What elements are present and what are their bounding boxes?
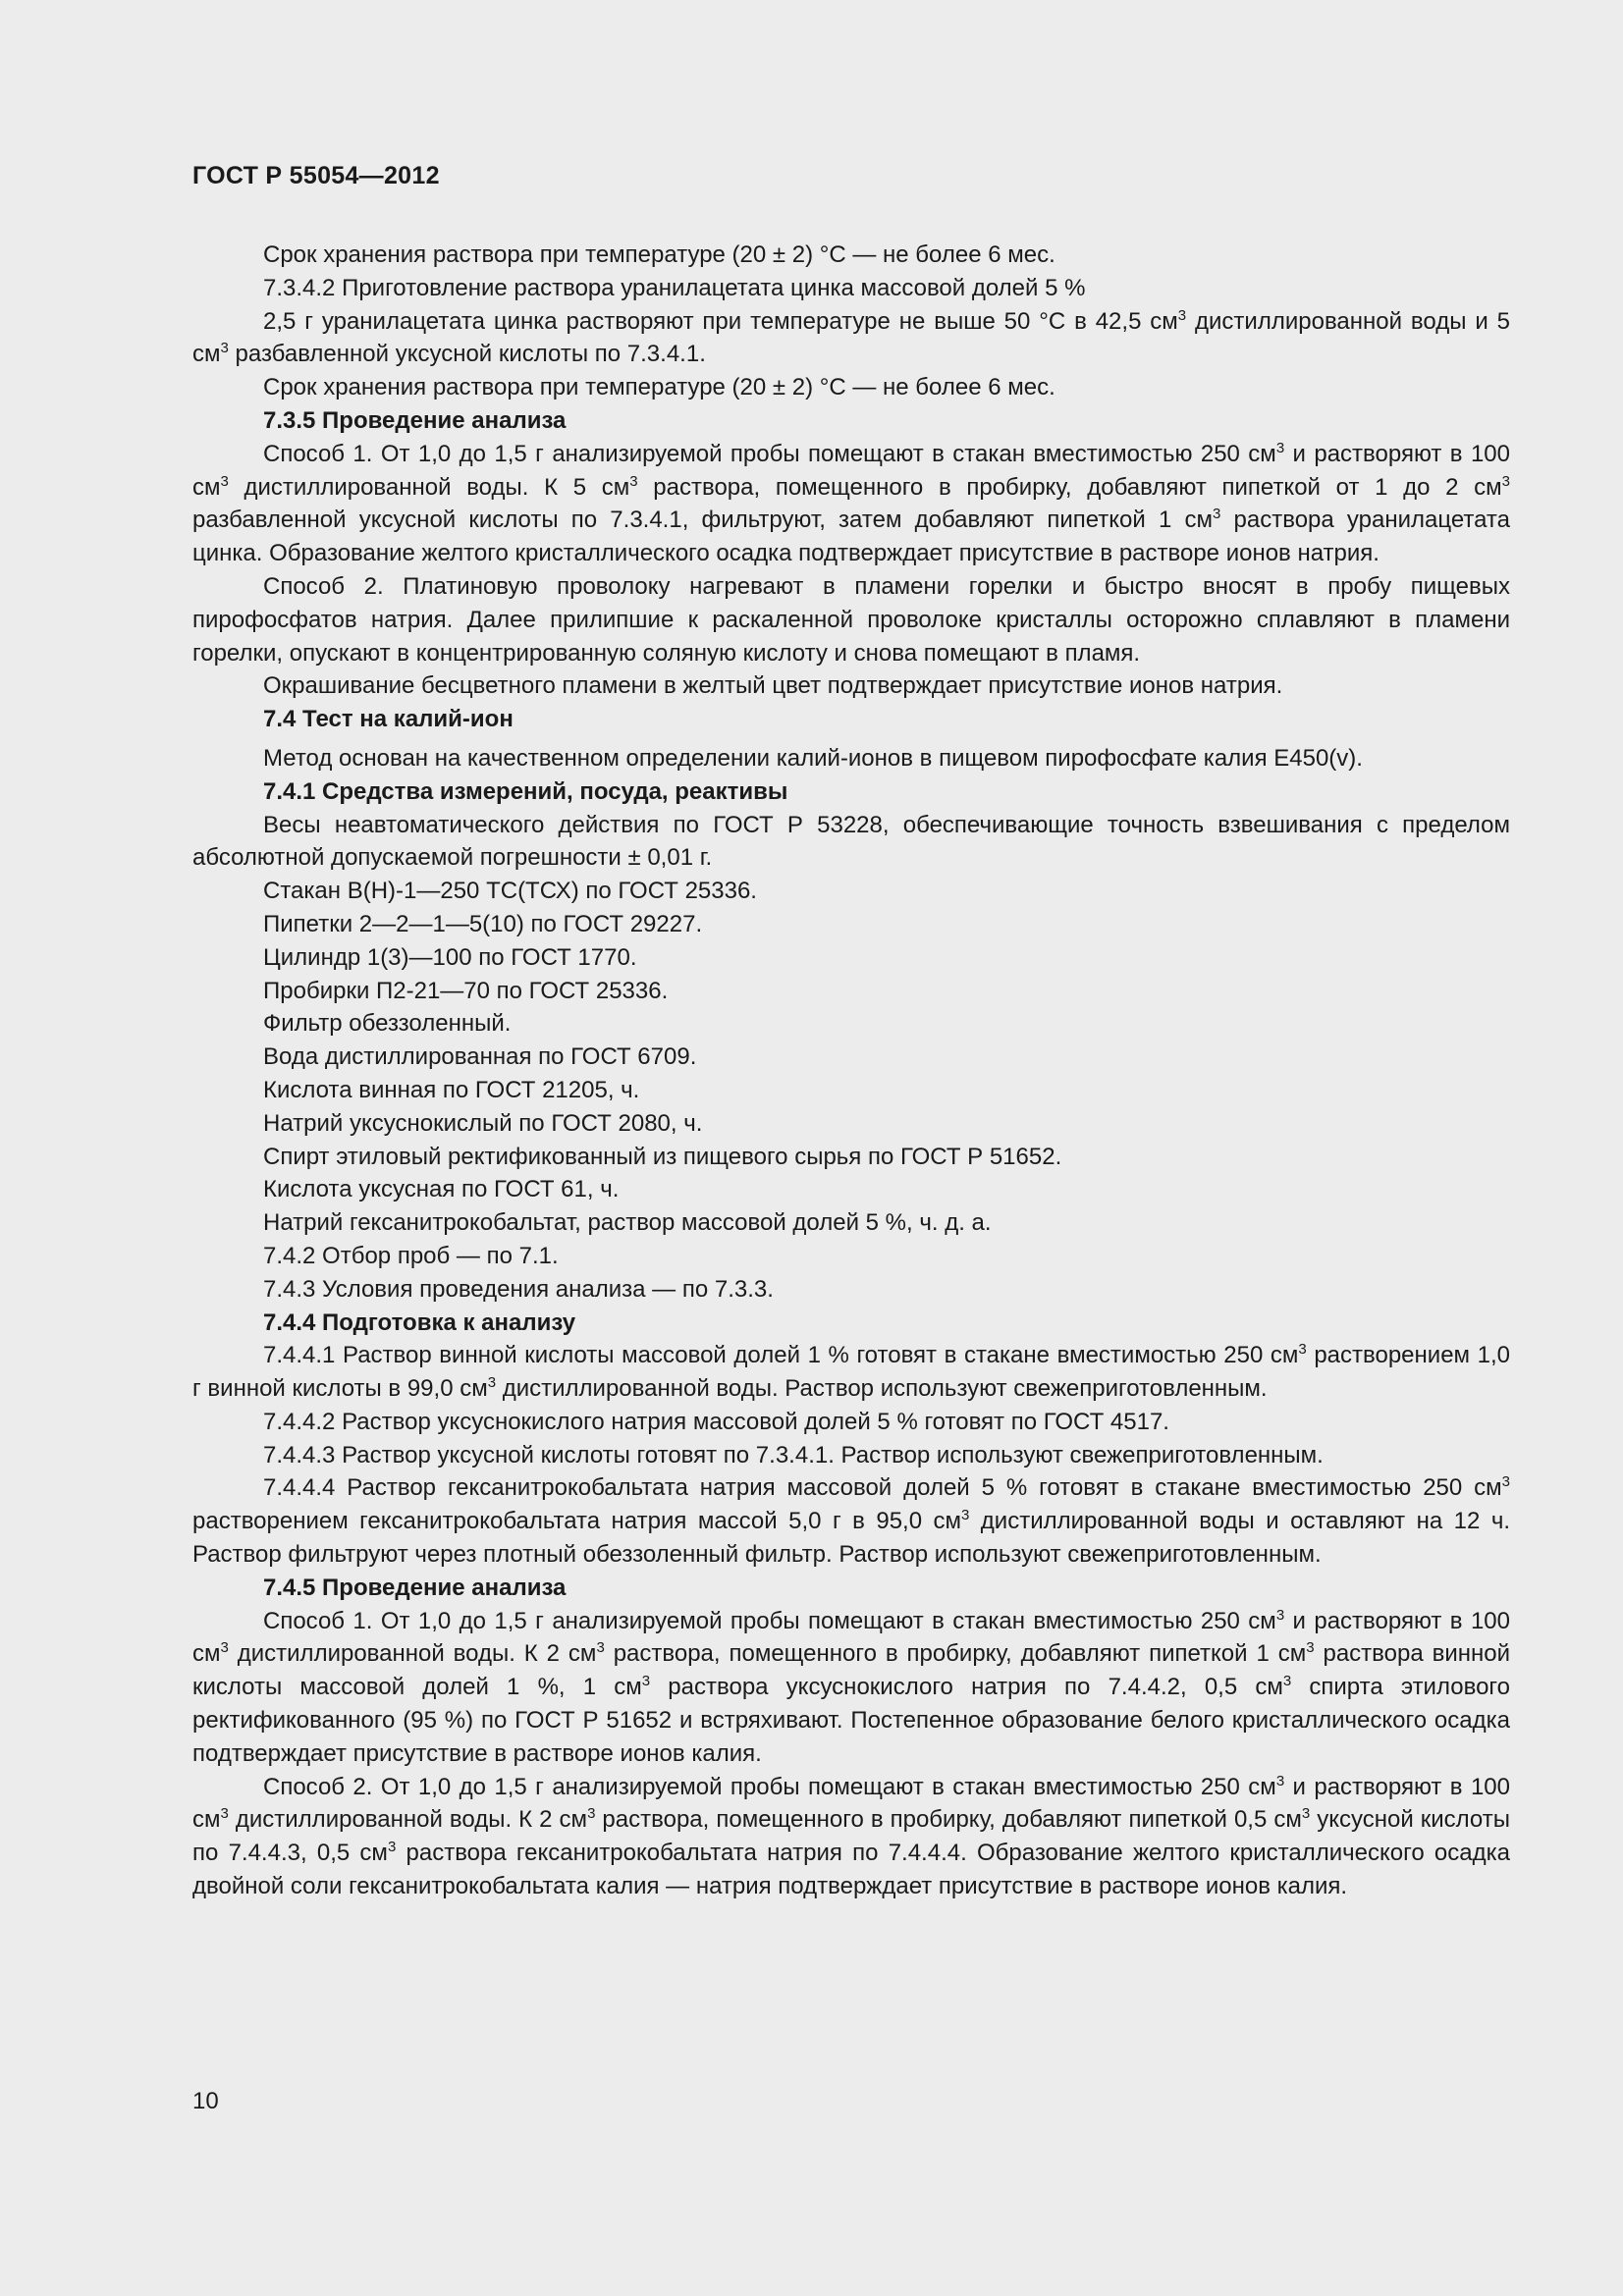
paragraph: Спирт этиловый ректификованный из пищевого сырья по ГОСТ Р 51652. xyxy=(263,1143,1062,1170)
paragraph: 7.4.4.4 Раствор гексанитрокобальтата натрия массовой долей 5 % готовят в стакане вместимостью 250 $см^3$ растворением гексанитрокобальтата натрия массой 5,0 г в 95,0 $см^3$ дистиллированной воды и оставляют на 12 ч. Раствор фильтруют через плотный обеззоленный фильтр. Раствор используют свежеприготовленным. xyxy=(192,1473,1510,1569)
paragraph: Окрашивание бесцветного пламени в желтый цвет подтверждает присутствие ионов натрия. xyxy=(263,672,1283,700)
paragraph: 2,5 г уранилацетата цинка растворяют при температуре не выше 50 °С в 42,5 $см^3$ дистиллированной воды и 5 $см^3$ разбавленной уксусной кислоты по 7.3.4.1. xyxy=(192,306,1510,368)
paragraph: Срок хранения раствора при температуре (20 ± 2) °С — не более 6 мес. xyxy=(263,374,1055,401)
paragraph: 7.4.2 Отбор проб — по 7.1. xyxy=(263,1242,559,1269)
document-header: ГОСТ Р 55054—2012 xyxy=(192,162,440,189)
paragraph: Пипетки 2—2—1—5(10) по ГОСТ 29227. xyxy=(263,910,703,937)
paragraph: Срок хранения раствора при температуре (20 ± 2) °С — не более 6 мес. xyxy=(263,241,1055,268)
paragraph: Натрий уксуснокислый по ГОСТ 2080, ч. xyxy=(263,1109,703,1137)
section-heading: 7.4.4 Подготовка к анализу xyxy=(263,1308,576,1336)
paragraph: 7.4.4.2 Раствор уксуснокислого натрия массовой долей 5 % готовят по ГОСТ 4517. xyxy=(263,1408,1169,1435)
paragraph: Цилиндр 1(3)—100 по ГОСТ 1770. xyxy=(263,943,637,971)
section-heading: 7.4 Тест на калий-ион xyxy=(263,706,514,733)
paragraph: 7.4.4.1 Раствор винной кислоты массовой долей 1 % готовят в стакане вместимостью 250 $см^3$ растворением 1,0 г винной кислоты в 99,0 $см^3$ дистиллированной воды. Раствор используют свежеприготовленным. xyxy=(192,1341,1510,1403)
document-body xyxy=(192,239,1510,1903)
paragraph: Стакан В(Н)-1—250 ТС(ТСХ) по ГОСТ 25336. xyxy=(263,878,757,905)
paragraph: Способ 2. Платиновую проволоку нагревают в пламени горелки и быстро вносят в пробу пищевых пирофосфатов натрия. Далее прилипшие к раскаленной проволоке кристаллы осторожно сплавляют в пламени горелки, опускают в концентрированную соляную кислоту и снова помещают в пламя. xyxy=(192,572,1510,667)
paragraph: 7.3.4.2 Приготовление раствора уранилацетата цинка массовой долей 5 % xyxy=(263,274,1086,301)
paragraph: Вода дистиллированная по ГОСТ 6709. xyxy=(263,1043,697,1071)
paragraph: Метод основан на качественном определении калий-ионов в пищевом пирофосфате калия Е450(v). xyxy=(263,744,1363,772)
paragraph: Способ 1. От 1,0 до 1,5 г анализируемой пробы помещают в стакан вместимостью 250 $см^3$ и растворяют в 100 $см^3$ дистиллированной воды. К 2 $см^3$ раствора, помещенного в пробирку, добавляют пипеткой 1 $см^3$ раствора винной кислоты массовой долей 1 %, 1 $см^3$ раствора уксуснокислого натрия по 7.4.4.2, 0,5 $см^3$ спирта этилового ректификованного (95 %) по ГОСТ Р 51652 и встряхивают. Постепенное образование белого кристаллического осадка подтверждает присутствие в растворе ионов калия. xyxy=(192,1606,1511,1767)
section-heading: 7.4.5 Проведение анализа xyxy=(263,1574,567,1601)
paragraph: Фильтр обеззоленный. xyxy=(263,1010,512,1038)
paragraph: Весы неавтоматического действия по ГОСТ Р 53228, обеспечивающие точность взвешивания с пределом абсолютной допускаемой погрешности ± 0,01 г. xyxy=(192,811,1510,872)
section-heading: 7.4.1 Средства измерений, посуда, реактивы xyxy=(263,777,788,805)
paragraph: 7.4.4.3 Раствор уксусной кислоты готовят по 7.3.4.1. Раствор используют свежеприготовленным. xyxy=(263,1441,1324,1468)
paragraph: Кислота уксусная по ГОСТ 61, ч. xyxy=(263,1176,620,1203)
paragraph: Кислота винная по ГОСТ 21205, ч. xyxy=(263,1076,640,1103)
paragraph: 7.4.3 Условия проведения анализа — по 7.3.3. xyxy=(263,1275,774,1303)
page-number: 10 xyxy=(192,2088,219,2114)
paragraph: Натрий гексанитрокобальтат, раствор массовой долей 5 %, ч. д. а. xyxy=(263,1209,992,1237)
paragraph: Способ 2. От 1,0 до 1,5 г анализируемой пробы помещают в стакан вместимостью 250 $см^3$ и растворяют в 100 $см^3$ дистиллированной воды. К 2 $см^3$ раствора, помещенного в пробирку, добавляют пипеткой 0,5 $см^3$ уксусной кислоты по 7.4.4.3, 0,5 $см^3$ раствора гексанитрокобальтата натрия по 7.4.4.4. Образование желтого кристаллического осадка двойной соли гексанитрокобальтата калия — натрия подтверждает присутствие в растворе ионов калия. xyxy=(192,1772,1511,1900)
section-heading: 7.3.5 Проведение анализа xyxy=(263,406,567,434)
paragraph: Пробирки П2-21—70 по ГОСТ 25336. xyxy=(263,977,669,1004)
paragraph: Способ 1. От 1,0 до 1,5 г анализируемой пробы помещают в стакан вместимостью 250 $см^3$ и растворяют в 100 $см^3$ дистиллированной воды. К 5 $см^3$ раствора, помещенного в пробирку, добавляют пипеткой от 1 до 2 $см^3$ разбавленной уксусной кислоты по 7.3.4.1, фильтруют, затем добавляют пипеткой 1 $см^3$ раствора уранилацетата цинка. Образование желтого кристаллического осадка подтверждает присутствие в растворе ионов натрия. xyxy=(192,439,1511,567)
